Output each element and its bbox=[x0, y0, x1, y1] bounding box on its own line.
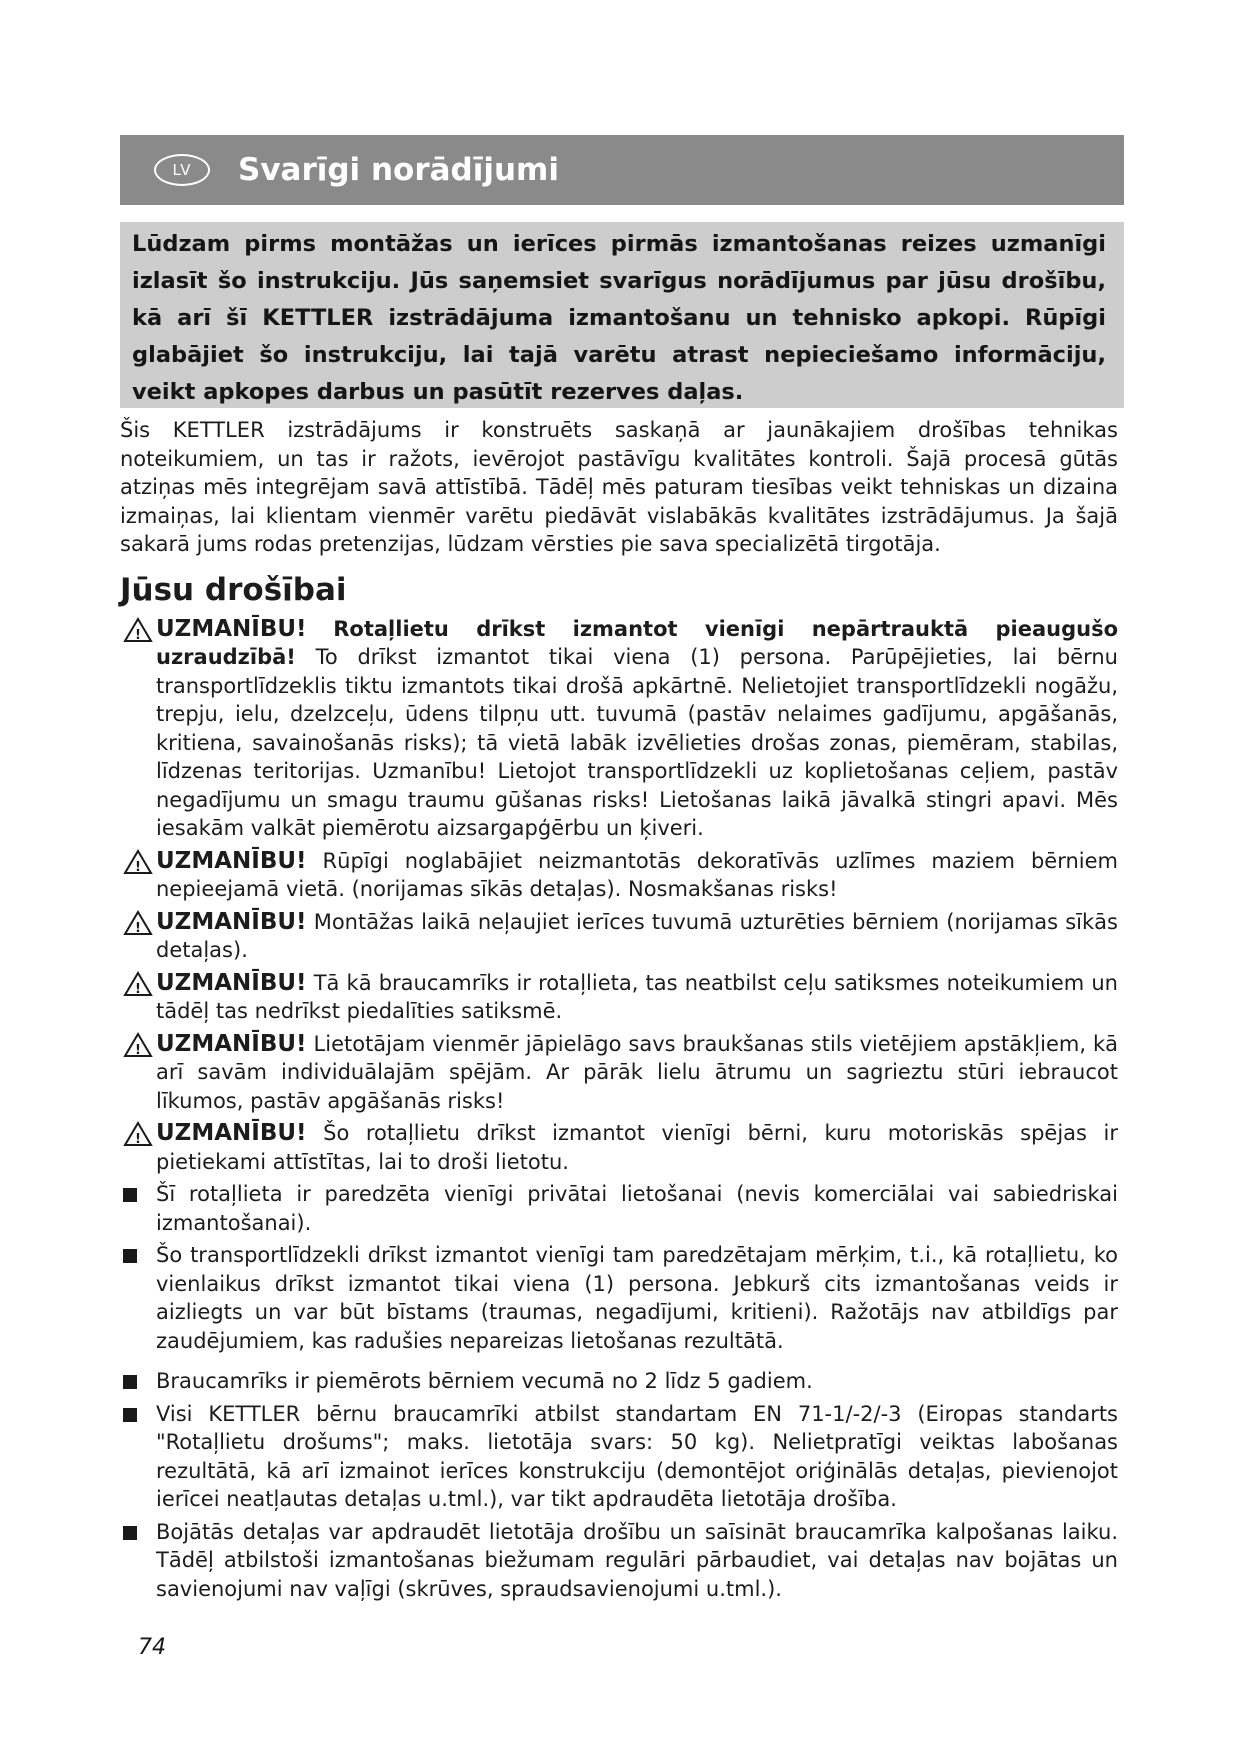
warning-item bbox=[120, 615, 1118, 843]
section-header-bar bbox=[120, 135, 1124, 205]
bullet-item bbox=[120, 1367, 1118, 1396]
bullet-text: Šī rotaļlieta ir paredzēta vienīgi privātai lietošanai (nevis komerciālai vai sabiedriskai izmantošanai). bbox=[156, 1182, 1118, 1235]
bullet-item bbox=[120, 1400, 1118, 1514]
warning-icon bbox=[123, 849, 153, 875]
bullet-item bbox=[120, 1518, 1118, 1604]
warning-lead: Rotaļlietu drīkst izmantot vienīgi nepārtrauktā pieaugušo uzraudzībā! bbox=[156, 616, 1118, 669]
bullet-text: Šo transportlīdzekli drīkst izmantot vienīgi tam paredzētajam mērķim, t.i., kā rotaļlietu, ko vienlaikus drīkst izmantot tikai viena (1) persona. Jebkurš cits izmantošanas veids ir aizliegts un var būt bīstams (traumas, negadījumi, kritieni). Ražotājs nav atbildīgs par zaudējumiem, kas radušies nepareizas lietošanas rezultātā. bbox=[156, 1243, 1118, 1353]
bullet-square-icon bbox=[123, 1249, 137, 1263]
warning-text: Montāžas laikā neļaujiet ierīces tuvumā uzturēties bērniem (norijamas sīkās detaļas). bbox=[156, 909, 1118, 962]
warning-label: UZMANĪBU! bbox=[156, 847, 307, 874]
warning-text: Šo rotaļlietu drīkst izmantot vienīgi bērni, kuru motoriskās spējas ir pietiekami attīstītas, lai to droši lietotu. bbox=[156, 1121, 1118, 1174]
svg-text:!: ! bbox=[135, 981, 141, 997]
page-number: 74 bbox=[138, 1635, 166, 1660]
main-content bbox=[120, 416, 1118, 1603]
svg-text:!: ! bbox=[135, 1042, 141, 1058]
bullet-text: Visi KETTLER bērnu braucamrīki atbilst standartam EN 71-1/-2/-3 (Eiropas standarts "Rotaļlietu drošums"; maks. lietotāja svars: 50 kg). Nelietpratīgi veiktas labošanas rezultātā, kā arī izmainot ierīces konstrukciju (demontējot oriģinālās detaļas, pievienojot ierīcei neatļautas detaļas u.tml.), var tikt apdraudēta lietotāja drošība. bbox=[156, 1401, 1118, 1511]
bullet-square-icon bbox=[123, 1526, 137, 1540]
bullet-square-icon bbox=[123, 1188, 137, 1202]
warning-icon bbox=[123, 971, 153, 997]
page-title: Svarīgi norādījumi bbox=[238, 152, 559, 188]
intro-paragraph: Šis KETTLER izstrādājums ir konstruēts saskaņā ar jaunākajiem drošības tehnikas noteikumiem, un tas ir ražots, ievērojot pastāvīgu kvalitātes kontroli. Šajā procesā gūtās atziņas mēs integrējam savā attīstībā. Tādēļ mēs paturam tiesības veikt tehniskas un dizaina izmaiņas, lai klientam vienmēr varētu piedāvāt vislabākās kvalitātes izstrādājumus. Ja šajā sakarā jums rodas pretenzijas, lūdzam vērsties pie sava specializētā tirgotāja. bbox=[120, 418, 1118, 556]
svg-text:!: ! bbox=[135, 920, 141, 936]
warning-icon bbox=[123, 617, 153, 643]
warning-item bbox=[120, 969, 1118, 1026]
warning-item bbox=[120, 847, 1118, 904]
warning-text: To drīkst izmantot tikai viena (1) persona. Parūpējieties, lai bērnu transportlīdzeklis tiktu izmantots tikai drošā apkārtnē. Nelietojiet transportlīdzekli nogāžu, trepju, ielu, dzelzceļu, ūdens tilpņu utt. tuvumā (pastāv nelaimes gadījumu, apgāšanās, kritiena, savainošanās risks); tā vietā labāk izvēlieties drošas zonas, piemēram, stabilas, līdzenas teritorijas. Uzmanību! Lietojot transportlīdzekli uz koplietošanas ceļiem, pastāv negadījumu un smagu traumu gūšanas risks! Lietošanas laikā jāvalkā stingri apavi. Mēs iesakām valkāt piemērotu aizsargapģērbu un ķiveri. bbox=[156, 645, 1118, 840]
warning-label: UZMANĪBU! bbox=[156, 1030, 307, 1057]
bullet-item bbox=[120, 1241, 1118, 1355]
warning-label: UZMANĪBU! bbox=[156, 908, 307, 935]
warning-item bbox=[120, 1119, 1118, 1176]
warning-icon bbox=[123, 1121, 153, 1147]
warning-item bbox=[120, 1030, 1118, 1116]
bullet-item bbox=[120, 1180, 1118, 1237]
svg-text:!: ! bbox=[135, 859, 141, 875]
section-heading: Jūsu drošībai bbox=[120, 571, 347, 608]
bullet-square-icon bbox=[123, 1375, 137, 1389]
language-badge: LV bbox=[154, 154, 210, 186]
warning-text: Tā kā braucamrīks ir rotaļlieta, tas neatbilst ceļu satiksmes noteikumiem un tādēļ tas nedrīkst piedalīties satiksmē. bbox=[156, 970, 1118, 1023]
warning-item bbox=[120, 908, 1118, 965]
warning-text: Lietotājam vienmēr jāpielāgo savs braukšanas stils vietējiem apstākļiem, kā arī savām individuālajām spējām. Ar pārāk lielu ātrumu un sagrieztu stūri iebraucot līkumos, pastāv apgāšanās risks! bbox=[156, 1031, 1118, 1113]
warning-text: Rūpīgi noglabājiet neizmantotās dekoratīvās uzlīmes maziem bērniem nepieejamā vietā. (norijamas sīkās detaļas). Nosmakšanas risks! bbox=[156, 848, 1118, 901]
bullet-square-icon bbox=[123, 1408, 137, 1422]
intro-notice: Lūdzam pirms montāžas un ierīces pirmās izmantošanas reizes uzmanīgi izlasīt šo instrukciju. Jūs saņemsiet svarīgus norādījumus par jūsu drošību, kā arī šī KETTLER izstrādājuma izmantošanu un tehnisko apkopi. Rūpīgi glabājiet šo instrukciju, lai tajā varētu atrast nepieciešamo informāciju, veikt apkopes darbus un pasūtīt rezerves daļas. bbox=[120, 222, 1124, 408]
warning-icon bbox=[123, 1032, 153, 1058]
warning-label: UZMANĪBU! bbox=[156, 615, 307, 642]
svg-text:!: ! bbox=[135, 1132, 141, 1147]
bullet-text: Bojātās detaļas var apdraudēt lietotāja drošību un saīsināt braucamrīka kalpošanas laiku. Tādēļ atbilstoši izmantošanas biežumam regulāri pārbaudiet, vai detaļas nav bojātas un savienojumi nav vaļīgi (skrūves, spraudsavienojumi u.tml.). bbox=[156, 1519, 1118, 1601]
warning-icon bbox=[123, 910, 153, 936]
svg-text:!: ! bbox=[135, 627, 141, 643]
warning-label: UZMANĪBU! bbox=[156, 1120, 307, 1146]
bullet-text: Braucamrīks ir piemērots bērniem vecumā no 2 līdz 5 gadiem. bbox=[156, 1369, 813, 1393]
warning-label: UZMANĪBU! bbox=[156, 969, 307, 996]
